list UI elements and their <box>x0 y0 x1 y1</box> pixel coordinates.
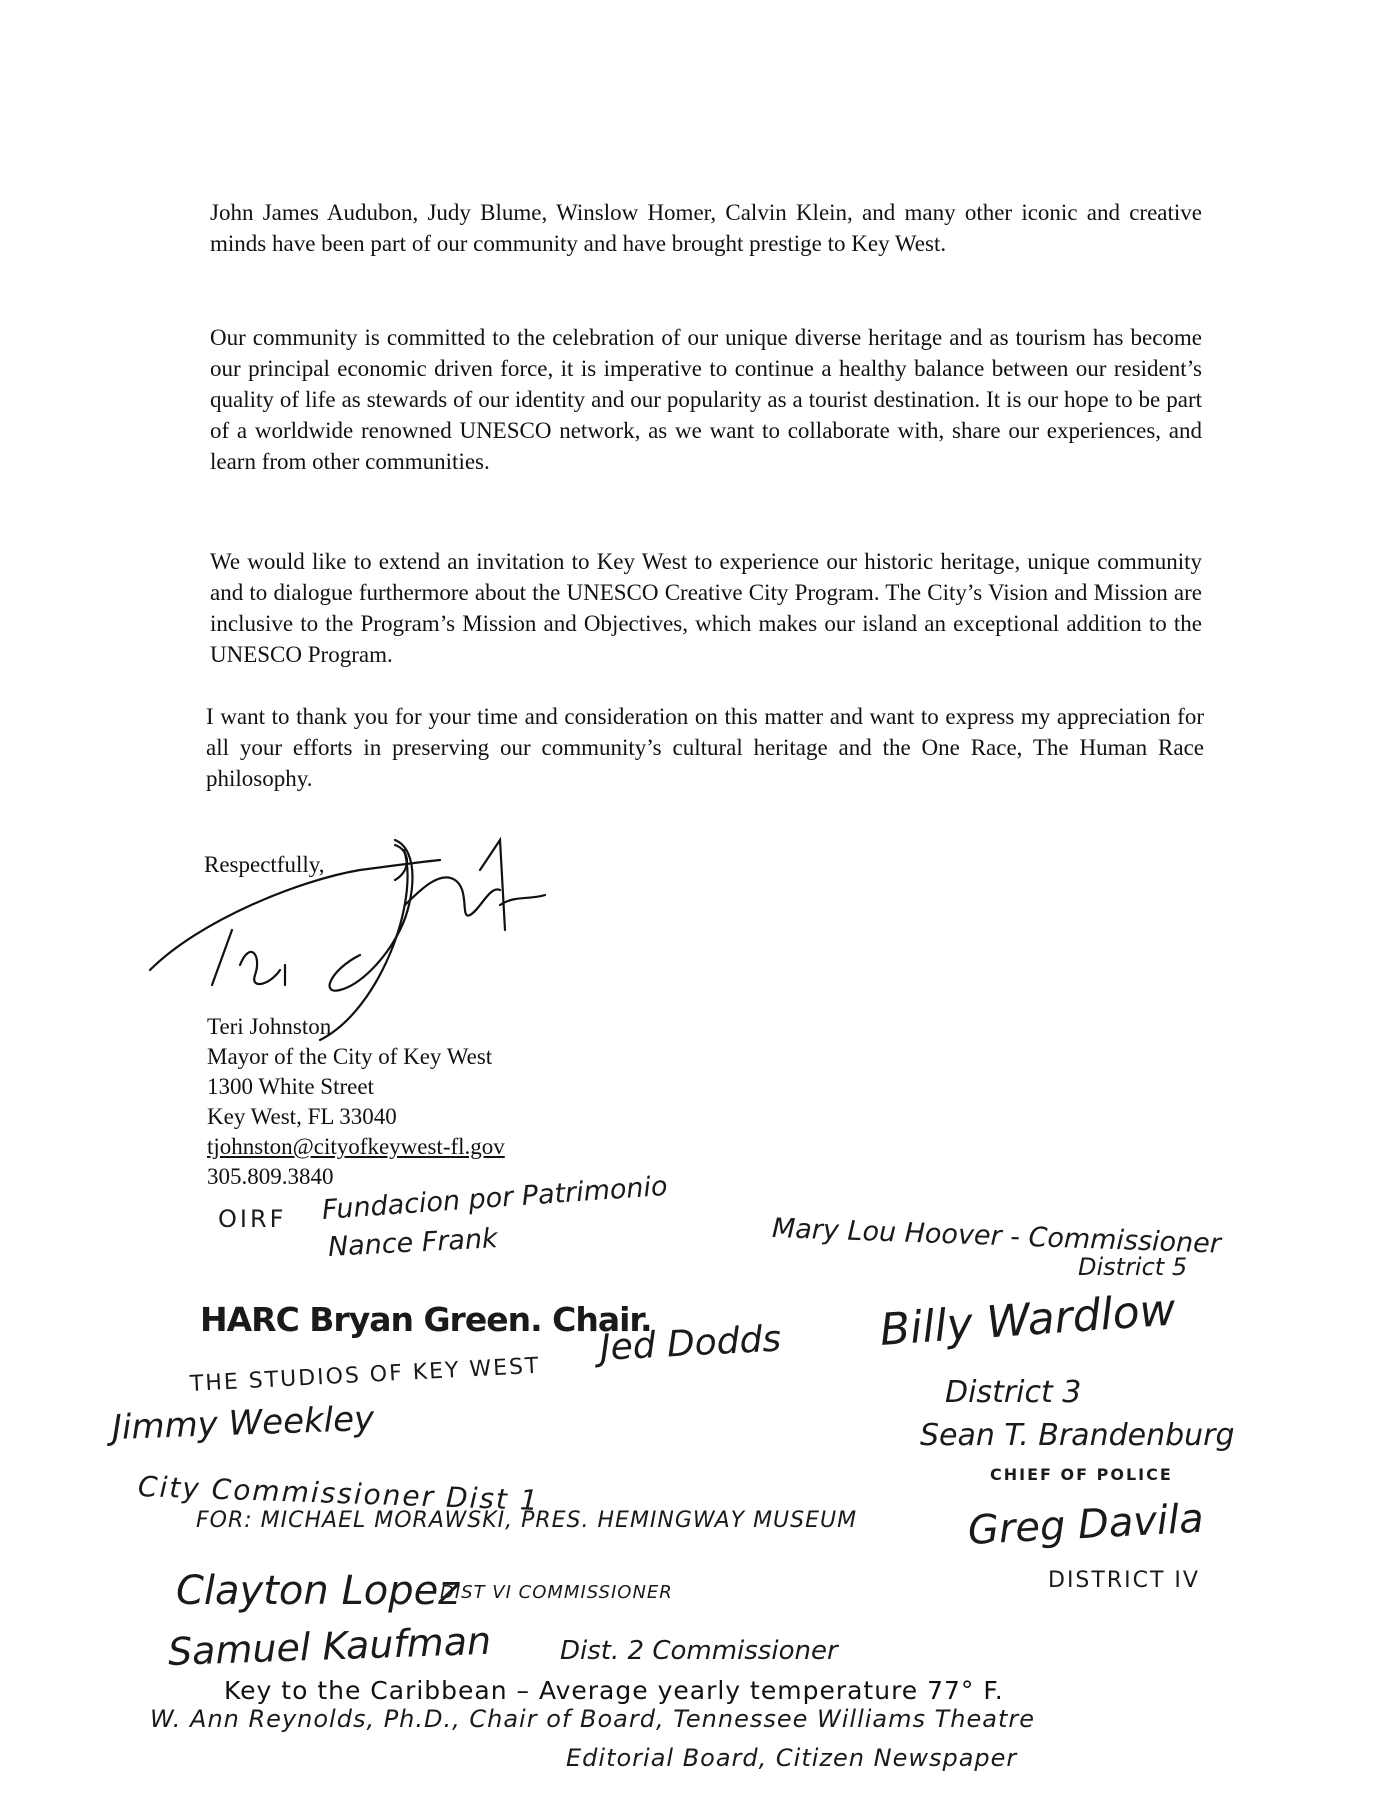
letterhead-footer-tagline: Key to the Caribbean – Average yearly temperature 77° F. <box>224 1676 1004 1705</box>
studios-label: THE STUDIOS OF KEY WEST <box>189 1353 542 1397</box>
lopez-title: DIST VI COMMISSIONER <box>440 1582 673 1603</box>
harc-signature: HARC Bryan Green. Chair. <box>200 1300 652 1339</box>
lopez-signature: Clayton Lopez <box>176 1568 460 1614</box>
district4-signature: Greg Davila <box>966 1495 1205 1554</box>
signer-name: Teri Johnston <box>207 1014 332 1039</box>
hoover-signature: Mary Lou Hoover - Commissioner <box>771 1213 1222 1260</box>
paragraph-invitation: We would like to extend an invitation to Key West to experience our historic heritage, unique community and to dialogue furthermore about the UNESCO Creative City Program. The City’s Vision and Mission are inclusive to the Program’s Mission and Objectives, which makes our island an exceptional addition to the UNESCO Program. <box>210 549 1202 667</box>
signer-street: 1300 White Street <box>207 1074 374 1099</box>
kaufman-signature: Samuel Kaufman <box>167 1618 492 1674</box>
studios-signature: Jed Dodds <box>598 1318 783 1369</box>
police-chief-title: CHIEF OF POLICE <box>990 1465 1173 1484</box>
signer-city: Key West, FL 33040 <box>207 1104 397 1129</box>
closing-salutation: Respectfully, <box>204 852 325 877</box>
oirf-signature-line1: Fundacion por Patrimonio <box>320 1170 669 1226</box>
oirf-signature-line2: Nance Frank <box>327 1223 499 1263</box>
paragraph-thanks: I want to thank you for your time and consideration on this matter and want to express my appreciation for all your efforts in preserving our community’s cultural heritage and the One Race, The Human Race philosophy. <box>206 704 1204 791</box>
reynolds-affiliation: Editorial Board, Citizen Newspaper <box>566 1744 1018 1772</box>
paragraph-heritage: Our community is committed to the celebration of our unique diverse heritage and as tourism has become our principal economic driven force, it is imperative to continue a healthy balance between our resident’s quality of life as stewards of our identity and our popularity as a tourist destination. It is our hope to be part of a worldwide renowned UNESCO network, as we want to collaborate with, share our experiences, and learn from other communities. <box>210 325 1202 474</box>
weekley-title: City Commissioner Dist 1 <box>137 1470 541 1518</box>
oirf-label: OIRF <box>218 1205 287 1233</box>
reynolds-signature: W. Ann Reynolds, Ph.D., Chair of Board, Tennessee Williams Theatre <box>150 1705 1036 1733</box>
paragraph-notable-figures: John James Audubon, Judy Blume, Winslow Homer, Calvin Klein, and many other iconic and creative minds have been part of our community and have brought prestige to Key West. <box>210 200 1202 256</box>
hoover-district: District 5 <box>1078 1253 1188 1281</box>
wardlow-district: District 3 <box>945 1375 1082 1410</box>
wardlow-signature: Billy Wardlow <box>878 1284 1178 1356</box>
signer-email-link[interactable]: tjohnston@cityofkeywest-fl.gov <box>207 1134 505 1159</box>
signer-title: Mayor of the City of Key West <box>207 1044 493 1069</box>
signer-phone: 305.809.3840 <box>207 1164 334 1189</box>
district4-title: DISTRICT IV <box>1048 1568 1200 1593</box>
weekley-signature: Jimmy Weekley <box>111 1398 375 1448</box>
hemingway-museum-signature: FOR: MICHAEL MORAWSKI, PRES. HEMINGWAY MUSEUM <box>196 1508 858 1533</box>
police-chief-signature: Sean T. Brandenburg <box>920 1418 1235 1453</box>
kaufman-title: Dist. 2 Commissioner <box>560 1636 838 1666</box>
